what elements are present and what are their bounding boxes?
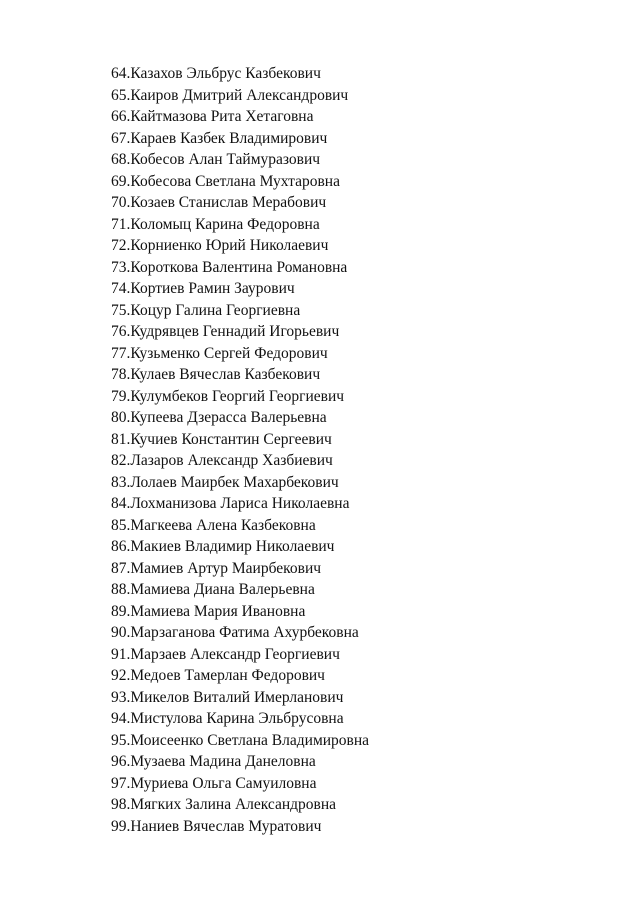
list-item: 95.Моисеенко Светлана Владимировна [111, 731, 370, 749]
list-item: 91.Марзаев Александр Георгиевич [111, 645, 340, 663]
list-item: 72.Корниенко Юрий Николаевич [111, 237, 329, 254]
list-item: 76.Кудрявцев Геннадий Игорьевич [111, 323, 340, 340]
list-item: 96.Музаева Мадина Данеловна [111, 753, 316, 770]
list-item: 71.Коломыц Карина Федоровна [111, 215, 320, 233]
list-item: 83.Лолаев Маирбек Махарбекович [111, 473, 339, 491]
list-item: 77.Кузьменко Сергей Федорович [111, 344, 328, 362]
list-item: 74.Кортиев Рамин Заурович [111, 280, 295, 297]
list-item: 89.Мамиева Мария Ивановна [111, 602, 306, 620]
list-item: 80.Купеева Дзерасса Валерьевна [111, 409, 327, 426]
list-item: 65.Каиров Дмитрий Александрович [111, 86, 349, 104]
list-item: 94.Мистулова Карина Эльбрусовна [111, 710, 344, 727]
list-item: 81.Кучиев Константин Сергеевич [111, 430, 332, 448]
list-item: 67.Караев Казбек Владимирович [111, 129, 328, 147]
list-item: 87.Мамиев Артур Маирбекович [111, 559, 322, 577]
list-item: 78.Кулаев Вячеслав Казбекович [111, 366, 321, 383]
list-item: 64.Казахов Эльбрус Казбекович [111, 65, 321, 82]
list-item: 69.Кобесова Светлана Мухтаровна [111, 172, 340, 190]
list-item: 99.Наниев Вячеслав Муратович [111, 817, 322, 835]
list-item: 98.Мягких Залина Александровна [111, 796, 337, 813]
list-item: 90.Марзаганова Фатима Ахурбековна [111, 624, 359, 641]
list-item: 66.Кайтмазова Рита Хетаговна [111, 108, 314, 125]
list-item: 86.Макиев Владимир Николаевич [111, 538, 335, 555]
list-item: 75.Коцур Галина Георгиевна [111, 301, 301, 319]
list-item: 70.Козаев Станислав Мерабович [111, 194, 327, 211]
list-item: 73.Короткова Валентина Романовна [111, 258, 348, 276]
list-item: 92.Медоев Тамерлан Федорович [111, 667, 325, 684]
list-item: 68.Кобесов Алан Таймуразович [111, 151, 321, 168]
list-item: 84.Лохманизова Лариса Николаевна [111, 495, 350, 512]
list-item: 88.Мамиева Диана Валерьевна [111, 581, 315, 598]
list-item: 79.Кулумбеков Георгий Георгиевич [111, 387, 345, 405]
list-item: 93.Микелов Виталий Имерланович [111, 688, 344, 706]
list-item: 85.Магкеева Алена Казбековна [111, 516, 316, 534]
list-item: 82.Лазаров Александр Хазбиевич [111, 452, 333, 469]
list-item: 97.Муриева Ольга Самуиловна [111, 774, 317, 792]
name-list [111, 63, 369, 837]
